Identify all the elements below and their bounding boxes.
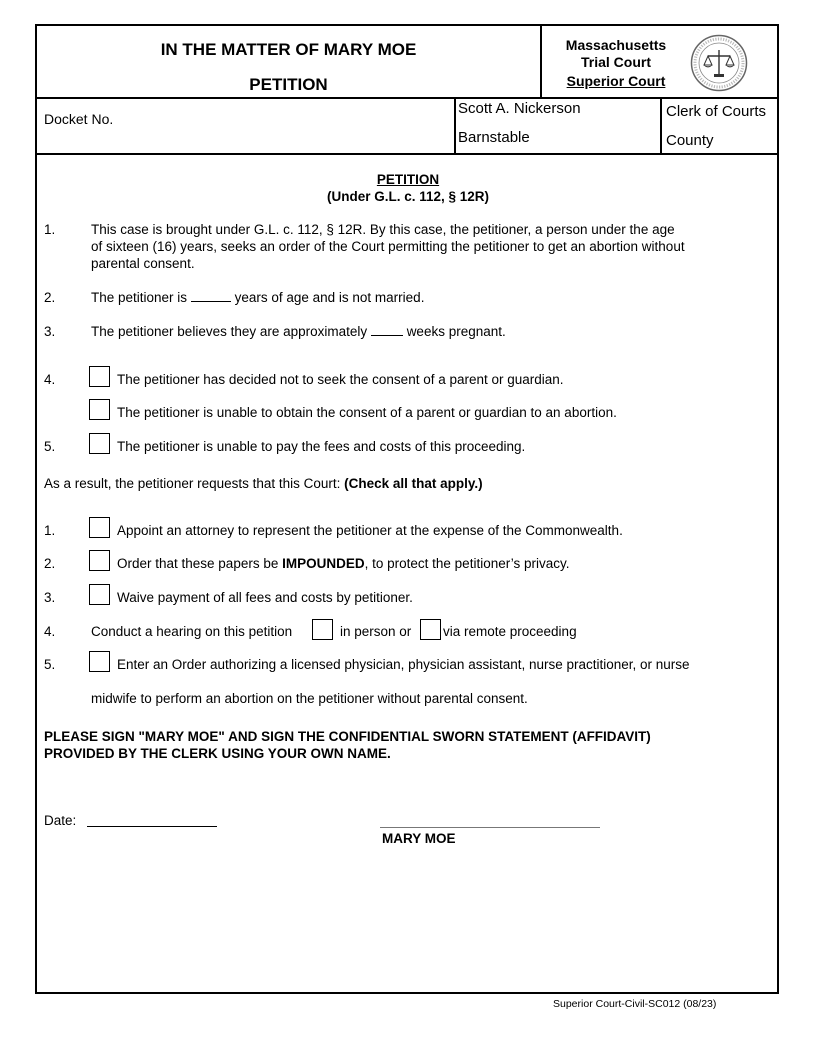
p3-text-pre: The petitioner believes they are approximately bbox=[91, 324, 368, 339]
date-field[interactable] bbox=[87, 826, 217, 827]
clerk-name: Scott A. Nickerson bbox=[458, 100, 581, 117]
clerk-title: Clerk of Courts bbox=[666, 103, 767, 120]
date-label: Date: bbox=[44, 813, 77, 828]
r5-checkbox[interactable] bbox=[89, 651, 110, 672]
p2-number: 2. bbox=[44, 290, 56, 305]
court-trial: Trial Court bbox=[580, 54, 651, 70]
signature-name: MARY MOE bbox=[382, 831, 456, 846]
p1-number: 1. bbox=[44, 222, 56, 237]
r4-text-mid: in person or bbox=[340, 624, 412, 639]
p1-line1: This case is brought under G.L. c. 112, § 12R. By this case, the petitioner, a person under the age bbox=[91, 222, 675, 237]
county-label: County bbox=[666, 132, 714, 149]
remote-checkbox[interactable] bbox=[420, 619, 441, 640]
p5-text: The petitioner is unable to pay the fees and costs of this proceeding. bbox=[117, 439, 526, 454]
instruction-line2: PROVIDED BY THE CLERK USING YOUR OWN NAME. bbox=[44, 746, 391, 761]
r4-text-post: via remote proceeding bbox=[443, 624, 577, 639]
p1-line3: parental consent. bbox=[91, 256, 195, 271]
court-division: Superior Court bbox=[566, 73, 666, 89]
p2-text-post: years of age and is not married. bbox=[234, 290, 425, 305]
p5-checkbox[interactable] bbox=[89, 433, 110, 454]
p1-line2: of sixteen (16) years, seeks an order of the Court permitting the petitioner to get an abortion without bbox=[91, 239, 685, 254]
p4b-text: The petitioner is unable to obtain the consent of a parent or guardian to an abortion. bbox=[117, 405, 617, 420]
header-divider bbox=[35, 97, 779, 99]
p4a-checkbox[interactable] bbox=[89, 366, 110, 387]
p3-text-post: weeks pregnant. bbox=[406, 324, 506, 339]
court-state: Massachusetts bbox=[565, 37, 667, 53]
r1-number: 1. bbox=[44, 523, 56, 538]
r2-text-post: , to protect the petitioner’s privacy. bbox=[364, 556, 570, 571]
r3-text: Waive payment of all fees and costs by petitioner. bbox=[117, 590, 413, 605]
form-frame bbox=[35, 24, 779, 994]
weeks-blank[interactable] bbox=[371, 334, 403, 336]
request-intro-bold: (Check all that apply.) bbox=[344, 476, 483, 491]
matter-title: IN THE MATTER OF MARY MOE bbox=[160, 40, 417, 59]
info-vertical-divider-2 bbox=[660, 97, 662, 155]
r5-line2: midwife to perform an abortion on the petitioner without parental consent. bbox=[91, 691, 528, 706]
r4-number: 4. bbox=[44, 624, 56, 639]
p4a-text: The petitioner has decided not to seek the consent of a parent or guardian. bbox=[117, 372, 564, 387]
instruction-line1: PLEASE SIGN "MARY MOE" AND SIGN THE CONFIDENTIAL SWORN STATEMENT (AFFIDAVIT) bbox=[44, 729, 651, 744]
info-divider bbox=[35, 153, 779, 155]
r1-checkbox[interactable] bbox=[89, 517, 110, 538]
age-blank[interactable] bbox=[191, 300, 231, 302]
r3-checkbox[interactable] bbox=[89, 584, 110, 605]
form-code: Superior Court-Civil-SC012 (08/23) bbox=[553, 998, 717, 1010]
petition-subheading: (Under G.L. c. 112, § 12R) bbox=[326, 189, 490, 204]
petition-heading: PETITION bbox=[376, 172, 440, 187]
r2-checkbox[interactable] bbox=[89, 550, 110, 571]
court-seal-icon bbox=[690, 34, 748, 92]
request-intro bbox=[44, 476, 483, 491]
r4-text-pre: Conduct a hearing on this petition bbox=[91, 624, 293, 639]
r2-text bbox=[117, 556, 569, 571]
p2-text-pre: The petitioner is bbox=[91, 290, 188, 305]
r3-number: 3. bbox=[44, 590, 56, 605]
info-vertical-divider-1 bbox=[454, 97, 456, 155]
p2-text bbox=[91, 290, 424, 305]
request-intro-text: As a result, the petitioner requests that this Court: bbox=[44, 476, 345, 491]
r5-number: 5. bbox=[44, 657, 56, 672]
r2-text-bold: IMPOUNDED bbox=[282, 556, 365, 571]
docket-label: Docket No. bbox=[44, 111, 114, 127]
county-name: Barnstable bbox=[458, 129, 530, 146]
in-person-checkbox[interactable] bbox=[312, 619, 333, 640]
p4b-checkbox[interactable] bbox=[89, 399, 110, 420]
signature-line[interactable] bbox=[380, 827, 600, 828]
r2-text-pre: Order that these papers be bbox=[117, 556, 283, 571]
doc-title: PETITION bbox=[249, 75, 328, 94]
p3-number: 3. bbox=[44, 324, 56, 339]
r5-line1: Enter an Order authorizing a licensed physician, physician assistant, nurse practitioner, or nurse bbox=[117, 657, 690, 672]
r2-number: 2. bbox=[44, 556, 56, 571]
p5-number: 5. bbox=[44, 439, 56, 454]
p4-number: 4. bbox=[44, 372, 56, 387]
r1-text: Appoint an attorney to represent the petitioner at the expense of the Commonwealth. bbox=[117, 523, 623, 538]
p3-text bbox=[91, 324, 506, 339]
